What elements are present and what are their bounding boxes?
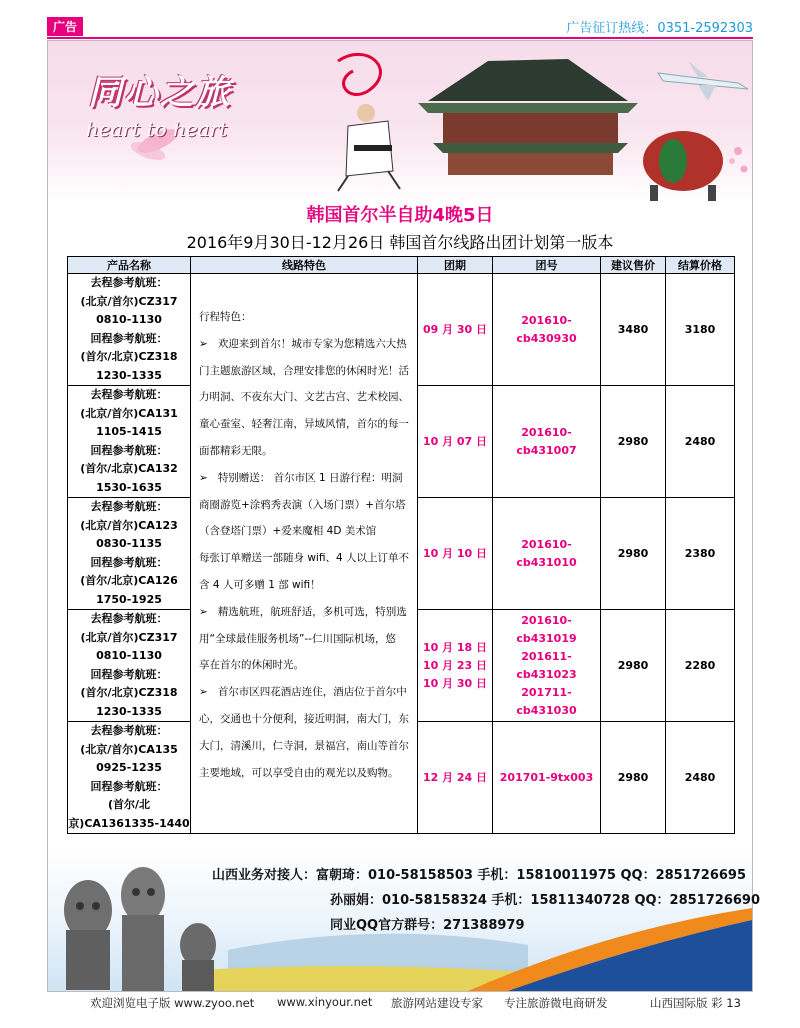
contact-person-2: 孙丽娟：010-58158324 手机：15811340728 QQ：2851726690 — [330, 893, 761, 908]
departure-date: 10 月 07 日 — [418, 386, 493, 498]
settlement-price: 3180 — [666, 274, 735, 386]
page-footer — [0, 993, 800, 1013]
tour-code: 201610-cb431010 — [493, 498, 601, 610]
column-header: 产品名称 — [68, 257, 191, 274]
ad-hotline: 广告征订热线：0351-2592303 — [566, 21, 753, 36]
suggested-price: 2980 — [601, 610, 666, 722]
column-header: 团期 — [418, 257, 493, 274]
header-banner — [48, 41, 752, 201]
settlement-price: 2380 — [666, 498, 735, 610]
page-subtitle: 2016年9月30日-12月26日 韩国首尔线路出团计划第一版本 — [186, 233, 614, 252]
arrow-bullet-icon: ➢ — [199, 605, 208, 618]
arrow-bullet-icon: ➢ — [199, 471, 208, 484]
contact-label: 山西业务对接人： — [212, 868, 317, 883]
contact-block — [212, 863, 760, 938]
table-header-row — [68, 257, 735, 274]
suggested-price: 2980 — [601, 386, 666, 498]
column-header: 团号 — [493, 257, 601, 274]
qq-group: 同业QQ官方群号：271388979 — [330, 918, 525, 933]
settlement-price: 2480 — [666, 722, 735, 834]
footer-slogan-1: 旅游网站建设专家 — [391, 996, 483, 1010]
column-header: 建议售价 — [601, 257, 666, 274]
tour-code: 201701-9tx003 — [493, 722, 601, 834]
itinerary-table — [67, 256, 735, 834]
top-bar — [47, 15, 753, 37]
departure-date: 10 月 10 日 — [418, 498, 493, 610]
footer-site: www.xinyour.net — [277, 995, 373, 1009]
flight-info: 去程参考航班： (北京/首尔)CZ317 0810-1130 回程参考航班： (首尔/北京)CZ318 1230-1335 — [68, 610, 191, 722]
ad-tag: 广告 — [47, 17, 83, 36]
column-header: 线路特色 — [191, 257, 418, 274]
footer-slogan-2: 专注旅游微电商研发 — [504, 996, 608, 1010]
flight-info: 去程参考航班： (北京/首尔)CA123 0830-1135 回程参考航班： (首尔/北京)CA126 1750-1925 — [68, 498, 191, 610]
departure-dates: 10 月 18 日 10 月 23 日 10 月 30 日 — [418, 610, 493, 722]
flight-info: 去程参考航班： (北京/首尔)CA135 0925-1235 回程参考航班： (首尔/北 京)CA1361335-1440 — [68, 722, 191, 834]
arrow-bullet-icon: ➢ — [199, 337, 208, 350]
settlement-price: 2480 — [666, 386, 735, 498]
brand-logo-cn: 同心之旅 — [88, 73, 232, 113]
suggested-price: 2980 — [601, 498, 666, 610]
tour-code: 201610-cb430930 — [493, 274, 601, 386]
suggested-price: 3480 — [601, 274, 666, 386]
column-header: 结算价格 — [666, 257, 735, 274]
departure-date: 09 月 30 日 — [418, 274, 493, 386]
flight-info: 去程参考航班： (北京/首尔)CZ317 0810-1130 回程参考航班： (首尔/北京)CZ318 1230-1335 — [68, 274, 191, 386]
page-title: 韩国首尔半自助4晚5日 — [306, 205, 494, 226]
flight-info: 去程参考航班： (北京/首尔)CA131 1105-1415 回程参考航班： (首尔/北京)CA132 1530-1635 — [68, 386, 191, 498]
page-number: 山西国际版 彩 13 — [650, 996, 741, 1010]
top-divider — [47, 37, 753, 39]
tour-code: 201610-cb431007 — [493, 386, 601, 498]
footer-welcome: 欢迎浏览电子版 www.zyoo.net — [90, 996, 255, 1010]
arrow-bullet-icon: ➢ — [199, 686, 208, 699]
departure-date: 12 月 24 日 — [418, 722, 493, 834]
suggested-price: 2980 — [601, 722, 666, 834]
contact-person-1: 富朝琦：010-58158503 手机：15810011975 QQ：2851726695 — [316, 868, 747, 883]
table-row — [68, 274, 735, 386]
settlement-price: 2280 — [666, 610, 735, 722]
tour-codes: 201610-cb431019 201611-cb431023 201711-cb431030 — [493, 610, 601, 722]
brand-logo-en: heart to heart — [86, 117, 228, 141]
route-features: 行程特色： ➢ 欢迎来到首尔！城市专家为您精选六大热 门主题旅游区域，合理安排您的休闲时光！活 力明洞、不夜东大门、文艺古宫、艺术校园、 童心蚕室、轻奢江南，异域风情，首尔的每一 面都精彩无限。 ➢ 特别赠送： 首尔市区 1 日游行程：明洞 商圈游览+涂鸦秀表演（入场门票）+首尔塔 （含登塔门票）+爱来魔相 4D 美术馆 每张订单赠送一部随身 wifi、4 人以上订单不 含 4 人可多赠 1 部 wifi！ ➢ 精选航班，航班舒适，多机可选，特别选 用“全球最佳服务机场”--仁川国际机场，悠 享在首尔的休闲时光。 ➢ 首尔市区四花酒店连住，酒店位于首尔中 心，交通也十分便利，接近明洞，南大门，东 大门，清溪川，仁寺洞，景福宫，南山等首尔 主要地域，可以享受自由的观光以及购物。 — [191, 274, 418, 834]
